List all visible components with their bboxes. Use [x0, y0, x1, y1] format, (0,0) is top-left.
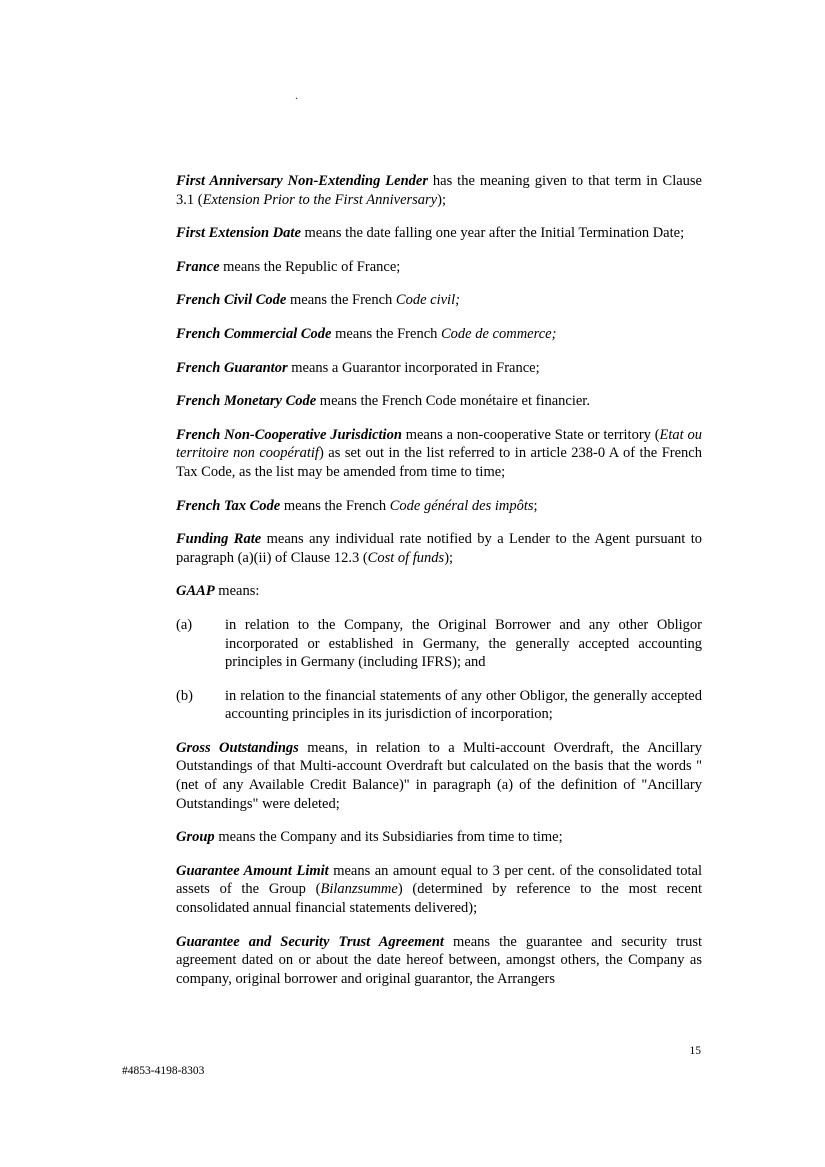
- definition-text: means the French: [280, 497, 390, 514]
- definition-text: means the guarantee and security trust agreement dated on or about the date hereof between, amongst others, the Company as company, original borrower and original guarantor, the Arrangers: [176, 933, 702, 987]
- definition-text: in relation to the Company, the Original Borrower and any other Obligor incorporated or established in Germany, the generally accepted accounting principles in Germany (including IFRS); and: [225, 616, 702, 671]
- defined-term: French Monetary Code: [176, 393, 317, 410]
- definition-paragraph: [176, 426, 702, 482]
- italic-phrase: Code de commerce;: [441, 325, 557, 342]
- defined-term: GAAP: [176, 583, 215, 600]
- definition-paragraph: [176, 739, 702, 813]
- page-number: 15: [689, 1045, 701, 1057]
- definition-text: means an amount equal to 3 per cent. of the consolidated total assets of the Group (: [176, 862, 702, 898]
- definition-paragraph: [176, 582, 702, 601]
- defined-term: French Civil Code: [176, 292, 287, 309]
- definition-text: means a non-cooperative State or territory (: [401, 426, 660, 443]
- defined-term: French Non-Cooperative Jurisdiction: [176, 426, 402, 443]
- definition-text: means the French Code monétaire et financier.: [316, 393, 590, 410]
- defined-term: Funding Rate: [176, 531, 262, 548]
- definition-text: );: [437, 191, 446, 208]
- definition-paragraph: [176, 828, 702, 847]
- definition-text: means the French: [286, 292, 396, 309]
- definition-text: means the Republic of France;: [219, 258, 401, 275]
- definition-text: in relation to the financial statements of any other Obligor, the generally accepted accounting principles in its jurisdiction of incorporation;: [225, 687, 702, 723]
- definition-text: means, in relation to a Multi-account Overdraft, the Ancillary Outstandings of that Multi-account Overdraft but calculated on the basis that the words "(net of any Available Credit Balance)" in paragraph (a) of the definition of "Ancillary Outstandings" were deleted;: [176, 739, 703, 812]
- stray-mark: .: [295, 88, 298, 102]
- definition-paragraph: [176, 497, 702, 516]
- definition-paragraph: [176, 862, 702, 918]
- defined-term: Guarantee Amount Limit: [176, 862, 329, 879]
- definition-text: );: [444, 549, 454, 566]
- defined-term: First Extension Date: [176, 225, 301, 242]
- definition-text: means a Guarantor incorporated in France;: [287, 359, 540, 376]
- definition-text: means any individual rate notified by a Lender to the Agent pursuant to paragraph (a)(ii) of Clause 12.3 (: [176, 531, 703, 566]
- list-marker: (b): [176, 687, 193, 704]
- definition-text: has the meaning given to that term in Clause 3.1 (: [176, 173, 702, 208]
- definition-text: means the date falling one year after the Initial Termination Date;: [300, 225, 685, 242]
- definition-paragraph: [176, 172, 702, 209]
- defined-term: France: [176, 258, 220, 275]
- definition-text: means:: [214, 583, 260, 600]
- definition-paragraph: [176, 291, 702, 310]
- defined-term: French Commercial Code: [176, 325, 332, 342]
- definition-text: ) as set out in the list referred to in article 238-0 A of the French Tax Code, as the list may be amended from time to time;: [176, 445, 702, 480]
- italic-phrase: Cost of funds: [367, 549, 445, 566]
- definition-paragraph: [176, 530, 702, 567]
- definition-text: means the French: [331, 325, 442, 342]
- definition-paragraph: [176, 258, 702, 277]
- definition-paragraph: [176, 224, 702, 243]
- defined-term: French Guarantor: [176, 359, 288, 376]
- defined-term: Group: [176, 829, 215, 846]
- definition-paragraph: [176, 325, 702, 344]
- list-marker: (a): [176, 616, 193, 633]
- doc-id-stamp: #4853-4198-8303: [122, 1065, 205, 1077]
- definition-paragraph: [176, 392, 702, 411]
- definition-text: ) (determined by reference to the most recent consolidated annual financial statements delivered);: [176, 881, 702, 917]
- defined-term: First Anniversary Non-Extending Lender: [176, 173, 428, 189]
- defined-term: French Tax Code: [176, 497, 281, 514]
- italic-phrase: Code général des impôts: [389, 497, 534, 514]
- italic-phrase: Bilanzsumme: [320, 881, 398, 898]
- defined-term: Gross Outstandings: [176, 739, 299, 756]
- definition-text: ;: [533, 497, 538, 514]
- definition-paragraph: [176, 359, 702, 378]
- definition-list-item: [176, 616, 702, 672]
- definition-list-item: [176, 687, 702, 724]
- defined-term: Guarantee and Security Trust Agreement: [176, 933, 444, 950]
- definition-text: means the Company and its Subsidiaries from time to time;: [214, 829, 563, 846]
- italic-phrase: Etat ou territoire non coopératif: [176, 426, 703, 462]
- definitions-section: [176, 172, 702, 1003]
- italic-phrase: Extension Prior to the First Anniversary: [202, 191, 438, 208]
- italic-phrase: Code civil;: [395, 292, 460, 309]
- definition-paragraph: [176, 933, 702, 989]
